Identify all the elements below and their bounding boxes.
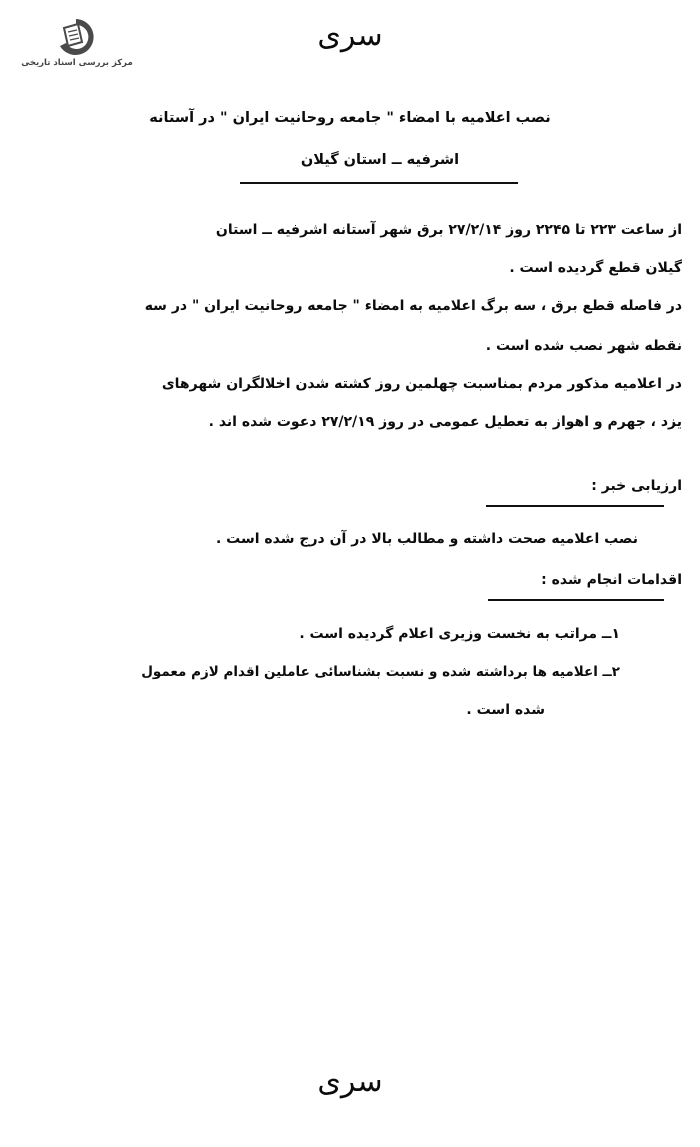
paragraph-1-line-2: گیلان قطع گردیده است . (509, 260, 682, 276)
action-item-2-line-2: شده است . (466, 702, 545, 718)
evaluation-heading: ارزیابی خبر : (591, 478, 682, 494)
document-title-line2: اشرفیه ــ استان گیلان (300, 152, 460, 168)
paragraph-1-line-1: از ساعت ۲۲۳ تا ۲۲۴۵ روز ۲۷/۲/۱۴ برق شهر آستانه اشرفیه ــ استان (215, 222, 682, 238)
actions-heading: اقدامات انجام شده : (541, 572, 682, 588)
action-item-1: ۱ــ مراتب به نخست وزیری اعلام گردیده است . (299, 626, 620, 642)
classification-top: سری (317, 18, 383, 53)
paragraph-2-line-1: در فاصله قطع برق ، سه برگ اعلامیه به امضاء " جامعه روحانیت ایران " در سه (144, 298, 682, 314)
paragraph-3-line-1: در اعلامیه مذکور مردم بمناسبت چهلمین روز کشته شدن اخلالگران شهرهای (161, 376, 682, 392)
actions-underline (488, 599, 664, 601)
paragraph-3-line-2: یزد ، جهرم و اهواز به تعطیل عمومی در روز ۲۷/۲/۱۹ دعوت شده اند . (208, 414, 682, 430)
action-item-2-line-1: ۲ــ اعلامیه ها برداشته شده و نسبت بشناسائی عاملین اقدام لازم معمول (141, 664, 620, 680)
evaluation-underline (486, 505, 664, 507)
evaluation-text: نصب اعلامیه صحت داشته و مطالب بالا در آن درج شده است . (215, 531, 638, 547)
paragraph-2-line-2: نقطه شهر نصب شده است . (485, 338, 682, 354)
title-underline (240, 182, 518, 184)
document-title-line1: نصب اعلامیه با امضاء " جامعه روحانیت ایران " در آستانه (149, 110, 551, 126)
classification-bottom: سری (317, 1064, 383, 1099)
archive-logo-text: مرکز بررسی اسناد تاریخی (21, 58, 133, 68)
